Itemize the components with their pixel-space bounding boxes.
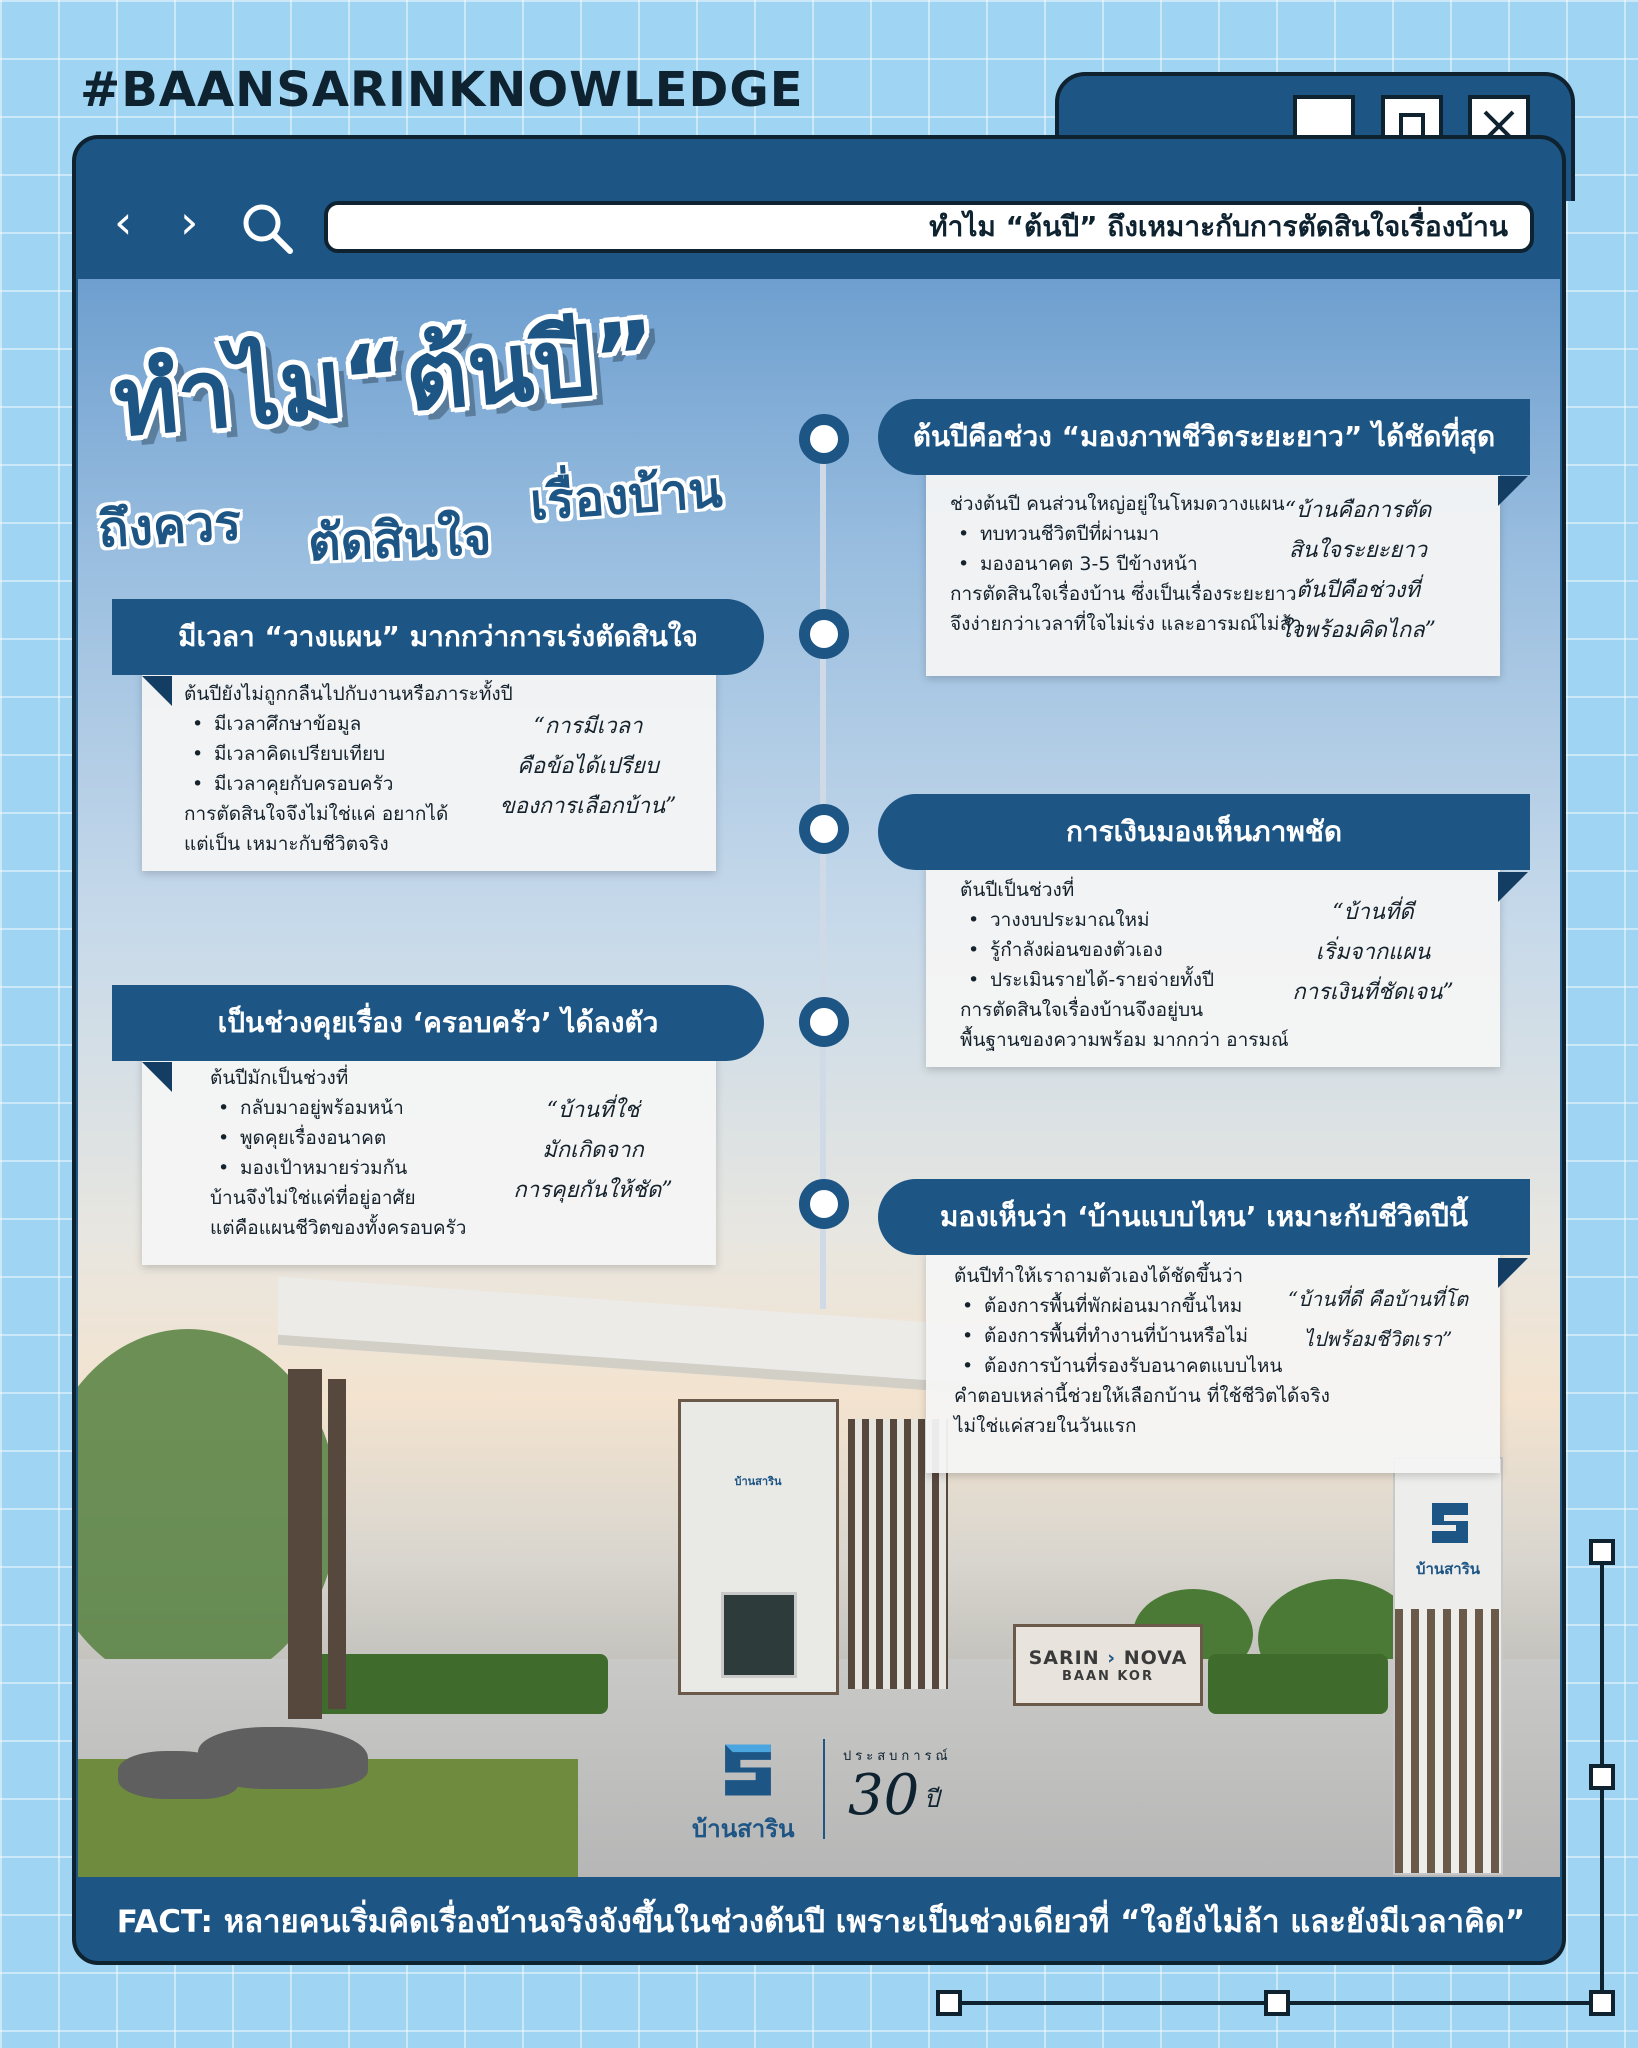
quote-line: “บ้านคือการตัด: [1284, 498, 1432, 523]
experience-unit: ปี: [924, 1785, 940, 1813]
list-item: • มีเวลาคิดเปรียบเทียบ: [214, 739, 513, 769]
quote-line: มักเกิดจาก: [542, 1138, 644, 1163]
list-item: • กลับมาอยู่พร้อมหน้า: [240, 1093, 466, 1123]
section-outro: บ้านจึงไม่ใช่แค่ที่อยู่อาศัย: [210, 1187, 416, 1209]
list-item: • มีเวลาศึกษาข้อมูล: [214, 709, 513, 739]
project-sign-title: SARIN › NOVA: [1028, 1646, 1188, 1669]
fact-text: FACT: หลายคนเริ่มคิดเรื่องบ้านจริงจังขึ้นในช่วงต้นปี เพราะเป็นช่วงเดียวที่ “ใจยังไม่ล้า และยังมีเวลาคิด”: [116, 1904, 1526, 1940]
experience-label: ประสบการณ์: [843, 1749, 952, 1764]
section-header: การเงินมองเห็นภาพชัด: [878, 794, 1530, 870]
section-header: มีเวลา “วางแผน” มากกว่าการเร่งตัดสินใจ: [112, 599, 764, 675]
section-header: ต้นปีคือช่วง “มองภาพชีวิตระยะยาว” ได้ชัดที่สุด: [878, 399, 1530, 475]
section-outro: การตัดสินใจจึงไม่ใช่แค่ อยากได้: [184, 803, 449, 825]
section-intro: ต้นปีมักเป็นช่วงที่: [210, 1067, 349, 1089]
quote-line: สินใจระยะยาว: [1288, 538, 1428, 563]
quote-line: การคุยกันให้ชัด”: [513, 1178, 673, 1203]
section-outro: แต่คือแผนชีวิตของทั้งครอบครัว: [210, 1217, 467, 1239]
brand-name: บ้านสาริน: [692, 1815, 795, 1843]
quote-line: คือข้อได้เปรียบ: [517, 754, 659, 779]
list-item: • พูดคุยเรื่องอนาคต: [240, 1123, 466, 1153]
quote-line: การเงินที่ชัดเจน”: [1292, 980, 1454, 1005]
list-item: • ต้องการบ้านที่รองรับอนาคตแบบไหน: [984, 1351, 1330, 1381]
list-item: • รู้กำลังผ่อนของตัวเอง: [990, 935, 1289, 965]
section-intro: ช่วงต้นปี คนส่วนใหญ่อยู่ในโหมดวางแผน: [950, 493, 1285, 515]
section-header: มองเห็นว่า ‘บ้านแบบไหน’ เหมาะกับชีวิตปีนี้: [878, 1179, 1530, 1255]
project-sign-subtitle: BAAN KOR: [1062, 1668, 1154, 1684]
list-item: • มองเป้าหมายร่วมกัน: [240, 1153, 466, 1183]
list-item: • ประเมินรายได้-รายจ่ายทั้งปี: [990, 965, 1289, 995]
section-header: เป็นช่วงคุยเรื่อง ‘ครอบครัว’ ได้ลงตัว: [112, 985, 764, 1061]
headline-part-a: ถึงควร: [96, 493, 243, 559]
experience-number: 30: [848, 1763, 920, 1828]
project-sign-word: SARIN: [1028, 1646, 1100, 1669]
quote-line: เริ่มจากแผน: [1315, 940, 1431, 965]
project-sign-word: NOVA: [1123, 1646, 1188, 1669]
section-outro: แต่เป็น เหมาะกับชีวิตจริง: [184, 833, 389, 855]
section-intro: ต้นปีเป็นช่วงที่: [960, 879, 1075, 901]
list-item: • มองอนาคต 3-5 ปีข้างหน้า: [980, 549, 1302, 579]
section-outro: คำตอบเหล่านี้ช่วยให้เลือกบ้าน ที่ใช้ชีวิตได้จริง: [954, 1385, 1330, 1407]
resize-handle[interactable]: [1589, 1539, 1615, 1565]
resize-handle[interactable]: [1264, 1990, 1290, 2016]
section-intro: ต้นปีทำให้เราถามตัวเองได้ชัดขึ้นว่า: [954, 1265, 1244, 1287]
quote-line: “บ้านที่ดี คือบ้านที่โต: [1287, 1287, 1469, 1311]
quote-line: “บ้านที่ดี: [1332, 900, 1414, 925]
section-outro: การตัดสินใจเรื่องบ้าน ซึ่งเป็นเรื่องระยะยาว: [950, 583, 1297, 605]
list-item: • ต้องการพื้นที่ทำงานที่บ้านหรือไม่: [984, 1321, 1330, 1351]
quote-line: ต้นปีคือช่วงที่: [1296, 578, 1420, 603]
list-item: • มีเวลาคุยกับครอบครัว: [214, 769, 513, 799]
headline-part-b: ตัดสินใจ: [307, 507, 493, 573]
quote-line: ใจพร้อมคิดไกล”: [1280, 618, 1436, 643]
hashtag-title: #BAANSARINKNOWLEDGE: [80, 62, 804, 118]
quote-line: ของการเลือกบ้าน”: [499, 794, 677, 819]
list-item: • ต้องการพื้นที่พักผ่อนมากขึ้นไหม: [984, 1291, 1330, 1321]
list-item: • ทบทวนชีวิตปีที่ผ่านมา: [980, 519, 1302, 549]
address-text: ทำไม “ต้นปี” ถึงเหมาะกับการตัดสินใจเรื่องบ้าน: [929, 210, 1508, 243]
section-intro: ต้นปียังไม่ถูกกลืนไปกับงานหรือภาระทั้งปี: [184, 683, 513, 705]
section-outro: การตัดสินใจเรื่องบ้านจึงอยู่บน: [960, 999, 1204, 1021]
guardhouse-brand: บ้านสาริน: [734, 1475, 782, 1488]
quote-line: “บ้านที่ใช่: [546, 1098, 640, 1123]
resize-handle[interactable]: [1589, 1764, 1615, 1790]
quote-line: “การมีเวลา: [533, 714, 643, 739]
list-item: • วางงบประมาณใหม่: [990, 905, 1289, 935]
headline-main: ทำไม“ต้นปี”: [109, 299, 662, 459]
section-outro: ไม่ใช่แค่สวยในวันแรก: [954, 1415, 1137, 1437]
section-outro: พื้นฐานของความพร้อม มากกว่า อารมณ์: [960, 1029, 1289, 1051]
section-outro: จึงง่ายกว่าเวลาที่ใจไม่เร่ง และอารมณ์ไม่ล้า: [950, 613, 1302, 635]
quote-line: ไปพร้อมชีวิตเรา”: [1303, 1327, 1453, 1351]
resize-handle[interactable]: [936, 1990, 962, 2016]
pylon-brand-text: บ้านสาริน: [1415, 1560, 1481, 1578]
headline-part-c: เรื่องบ้าน: [528, 460, 725, 532]
forward-button[interactable]: ›: [180, 195, 199, 249]
resize-handle[interactable]: [1589, 1990, 1615, 2016]
back-button[interactable]: ‹: [114, 195, 133, 249]
